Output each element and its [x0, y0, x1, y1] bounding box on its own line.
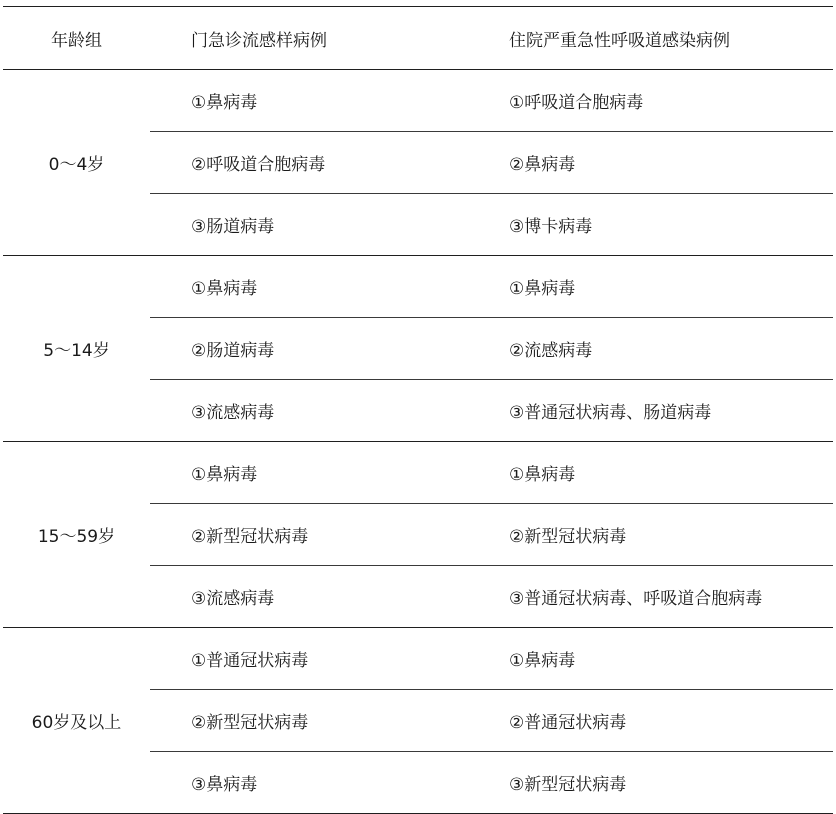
outpatient-cell: ③流感病毒 [150, 566, 467, 628]
outpatient-cell: ②新型冠状病毒 [150, 690, 467, 752]
inpatient-cell: ②新型冠状病毒 [467, 504, 833, 566]
table-header [3, 7, 833, 70]
outpatient-cell: ①鼻病毒 [150, 256, 467, 318]
header-age-group: 年龄组 [3, 7, 150, 70]
inpatient-cell: ①鼻病毒 [467, 442, 833, 504]
outpatient-cell: ②新型冠状病毒 [150, 504, 467, 566]
header-outpatient: 门急诊流感样病例 [150, 7, 467, 70]
outpatient-cell: ①普通冠状病毒 [150, 628, 467, 690]
age-group-cell: 60岁及以上 [3, 628, 150, 814]
age-group-cell: 5～14岁 [3, 256, 150, 442]
table-body [3, 70, 833, 814]
inpatient-cell: ②普通冠状病毒 [467, 690, 833, 752]
inpatient-cell: ③普通冠状病毒、呼吸道合胞病毒 [467, 566, 833, 628]
outpatient-cell: ③肠道病毒 [150, 194, 467, 256]
inpatient-cell: ②流感病毒 [467, 318, 833, 380]
outpatient-cell: ①鼻病毒 [150, 442, 467, 504]
header-row [3, 7, 833, 70]
outpatient-cell: ②肠道病毒 [150, 318, 467, 380]
table-row [3, 70, 833, 132]
table-row [3, 256, 833, 318]
outpatient-cell: ②呼吸道合胞病毒 [150, 132, 467, 194]
table-row [3, 442, 833, 504]
outpatient-cell: ③流感病毒 [150, 380, 467, 442]
inpatient-cell: ③博卡病毒 [467, 194, 833, 256]
inpatient-cell: ①呼吸道合胞病毒 [467, 70, 833, 132]
outpatient-cell: ①鼻病毒 [150, 70, 467, 132]
virus-ranking-table [3, 6, 833, 814]
inpatient-cell: ②鼻病毒 [467, 132, 833, 194]
table-row [3, 628, 833, 690]
outpatient-cell: ③鼻病毒 [150, 752, 467, 814]
inpatient-cell: ③普通冠状病毒、肠道病毒 [467, 380, 833, 442]
header-inpatient: 住院严重急性呼吸道感染病例 [467, 7, 833, 70]
inpatient-cell: ①鼻病毒 [467, 628, 833, 690]
inpatient-cell: ③新型冠状病毒 [467, 752, 833, 814]
age-group-cell: 0～4岁 [3, 70, 150, 256]
age-group-cell: 15～59岁 [3, 442, 150, 628]
inpatient-cell: ①鼻病毒 [467, 256, 833, 318]
